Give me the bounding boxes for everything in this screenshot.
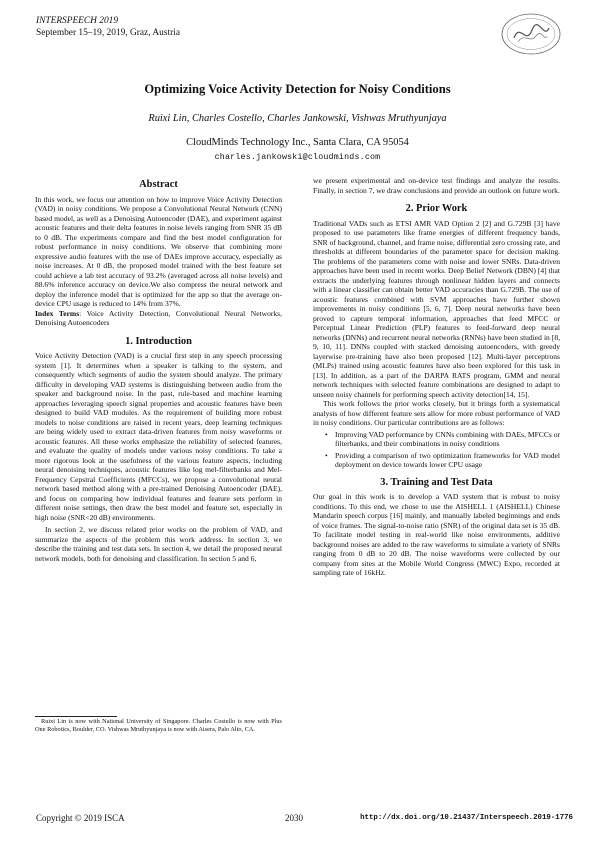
prior-work-paragraph-2: This work follows the prior works closely, but it brings forth a systematical analysis of how different feature sets allow for more robust performance of VAD in noisy conditions. Our particular contributions are as follows: bbox=[313, 399, 560, 427]
footnote: Ruixi Lin is now with National University of Singapore. Charles Costello is now with Plus One Robotics, Boulder, CO. Vishwas Mruthyunjaya is now with Aisera, Palo Alto, CA. bbox=[35, 718, 282, 733]
paper-affiliation: CloudMinds Technology Inc., Santa Clara, CA 95054 bbox=[186, 137, 409, 148]
right-column bbox=[313, 176, 560, 578]
conference-logo-icon bbox=[500, 12, 562, 56]
introduction-paragraph-2: In section 2, we discuss related prior works on the problem of VAD, and summarize the aspects of the problem this work address. In section 3, we describe the training and test data sets. In section 4, we detail the proposed neural network models, both for denoising and classification. In section 5 and 6, bbox=[35, 525, 282, 563]
list-item: • Providing a comparison of two optimization frameworks for VAD model deployment on device towards lower CPU usage bbox=[325, 450, 560, 469]
introduction-heading: 1. Introduction bbox=[125, 335, 192, 347]
footnote-divider bbox=[35, 716, 117, 717]
paper-authors: Ruixi Lin, Charles Costello, Charles Jankowski, Vishwas Mruthyunjaya bbox=[148, 113, 447, 124]
paper-title: Optimizing Voice Activity Detection for Noisy Conditions bbox=[144, 82, 451, 96]
list-item: • Improving VAD performance by CNNs combining with DAEs, MFCCs or filterbanks, and their combinations in noisy conditions bbox=[325, 429, 560, 448]
index-terms-label: Index Terms bbox=[35, 308, 80, 318]
prior-work-heading: 2. Prior Work bbox=[405, 203, 468, 214]
bullet-icon: • bbox=[325, 450, 328, 460]
conference-header bbox=[36, 16, 180, 39]
training-test-data-heading: 3. Training and Test Data bbox=[380, 476, 493, 488]
conference-name: INTERSPEECH 2019 bbox=[36, 16, 119, 26]
abstract-heading: Abstract bbox=[139, 179, 178, 190]
bullet-icon: • bbox=[325, 429, 328, 439]
prior-work-paragraph-1: Traditional VADs such as ETSI AMR VAD Option 2 [2] and G.729B [3] have proposed to use parameters like frame energies of different frequency bands, SNR of background, channel, and frame noise, differential zero crossing rate, and thresholds at different boundaries of the parameter space for decision making. The problems of the parameters come with noise and lower SNRs. Data-driven approaches have been used in recent works. Deep Belief Network (DBN) [4] that extracts the underlying features through nonlinear hidden layers and connects with a linear classifier can obtain better VAD accuracies than G.729B. The use of acoustic features combined with SVM approaches have further shown improvements in noisy conditions [5, 6, 7]. Deep neural networks have been proved to capture temporal information, approaches that feed MFCC or Perceptual Linear Prediction (PLP) features to feed-forward deep neural networks (DNNs) and recurrent neural networks (RNNs) have been studied in [8, 9, 10, 11]. DNNs coupled with stacked denoising autoencoders, with greedy layerwise pre-training have also been proposed [12]. Multi-layer perceptrons (MLPs) trained using acoustic features have also been explored for this task in [13]. In addition, as a part of the DARPA RATS program, GMM and neural network techniques with selected feature combinations are designed to adapt to unseen noisy channels for performing speech activity detection[14, 15]. bbox=[313, 218, 560, 399]
abstract-text: In this work, we focus our attention on how to improve Voice Activity Detection (VAD) in noisy conditions. We propose a Convolutional Neural Network (CNN) based model, as well as a Denoising Autoencoder (DAE), and experiment against acoustic features and their delta features in noise levels ranging from SNR 35 dB to 0 dB. The experiments compare and find the best model configuration for robust performance in noisy conditions. We observe that combining more expressive audio features with the use of DAEs improve accuracy, especially as noise increases. At 0 dB, the proposed model trained with the best feature set could achieve a lab test accuracy of 93.2% (averaged across all noise levels) and 88.6% inference accuracy on device.We also compress the neural network and deploy the inference model that is optimized for the app so that the average on-device CPU usage is reduced to 14% from 37%. bbox=[35, 194, 282, 308]
introduction-paragraph-3: we present experimental and on-device test findings and analyze the results. Finally, in section 7, we draw conclusions and provide an outlook on future work. bbox=[313, 176, 560, 195]
doi-link[interactable]: http://dx.doi.org/10.21437/Interspeech.2019-1776 bbox=[360, 814, 573, 822]
conference-dates: September 15–19, 2019, Graz, Austria bbox=[36, 27, 180, 38]
index-terms-text: : Voice Activity Detection, Convolutional Neural Networks, Denoising Autoencoders bbox=[35, 308, 282, 327]
training-test-data-paragraph: Our goal in this work is to develop a VAD system that is robust to noisy conditions. To this end, we chose to use the AISHELL 1 (AISHELL) Chinese Mandarin speech corpus [16] mainly, and manually labeled beginnings and ends of voice frames. The signal-to-noise ratio (SNR) of the original data set is 35 dB. To facilitate model testing in real-world like noise environments, additive background noises are added to the raw waveforms to simulate a variety of SNRs ranging from 0 dB to 20 dB. The noise waveforms were collected by our company from sites at the Mobile World Congress (MWC) Expo, recorded at sampling rate of 16kHz. bbox=[313, 492, 560, 577]
copyright-notice: Copyright © 2019 ISCA bbox=[36, 813, 125, 823]
contributions-list bbox=[325, 430, 560, 470]
index-terms bbox=[35, 309, 282, 328]
left-column bbox=[35, 176, 282, 563]
author-email-link[interactable]: charles.jankowski@cloudminds.com bbox=[214, 153, 381, 162]
introduction-paragraph-1: Voice Activity Detection (VAD) is a crucial first step in any speech processing system [1]. It determines when a speaker is talking to the system, and consequently which segments of audio the system should analyze. The primary difficulty in developing VAD systems is distinguishing between audio from the speaker and background noise. In the past, rule-based and machine learning approaches leveraging speech signal properties and acoustic features have been designed to build VAD modules. As the requirement of building more robust models to noise conditions are raised in recent years, deep learning techniques are being widely used to extract data-driven features from noisy waveforms or acoustic features. All these works emphasize the reliability of selected features, and evaluate the quality of models under various noisy conditions. To take a more rigorous look at the usefulness of the various feature aspects, including neural denoising techniques, acoustic features like log mel-filterbanks and Mel-Frequency Cepstral Coefficients (MFCCs), we propose a convolutional neural network based method along with a pre-trained Denoising Autoencoder (DAE), and focus on comparing how individual features and feature sets perform in different noise settings, then draw the best model and feature set, especially in high noise (SNR<20 dB) environments. bbox=[35, 351, 282, 522]
page-number: 2030 bbox=[285, 813, 303, 823]
